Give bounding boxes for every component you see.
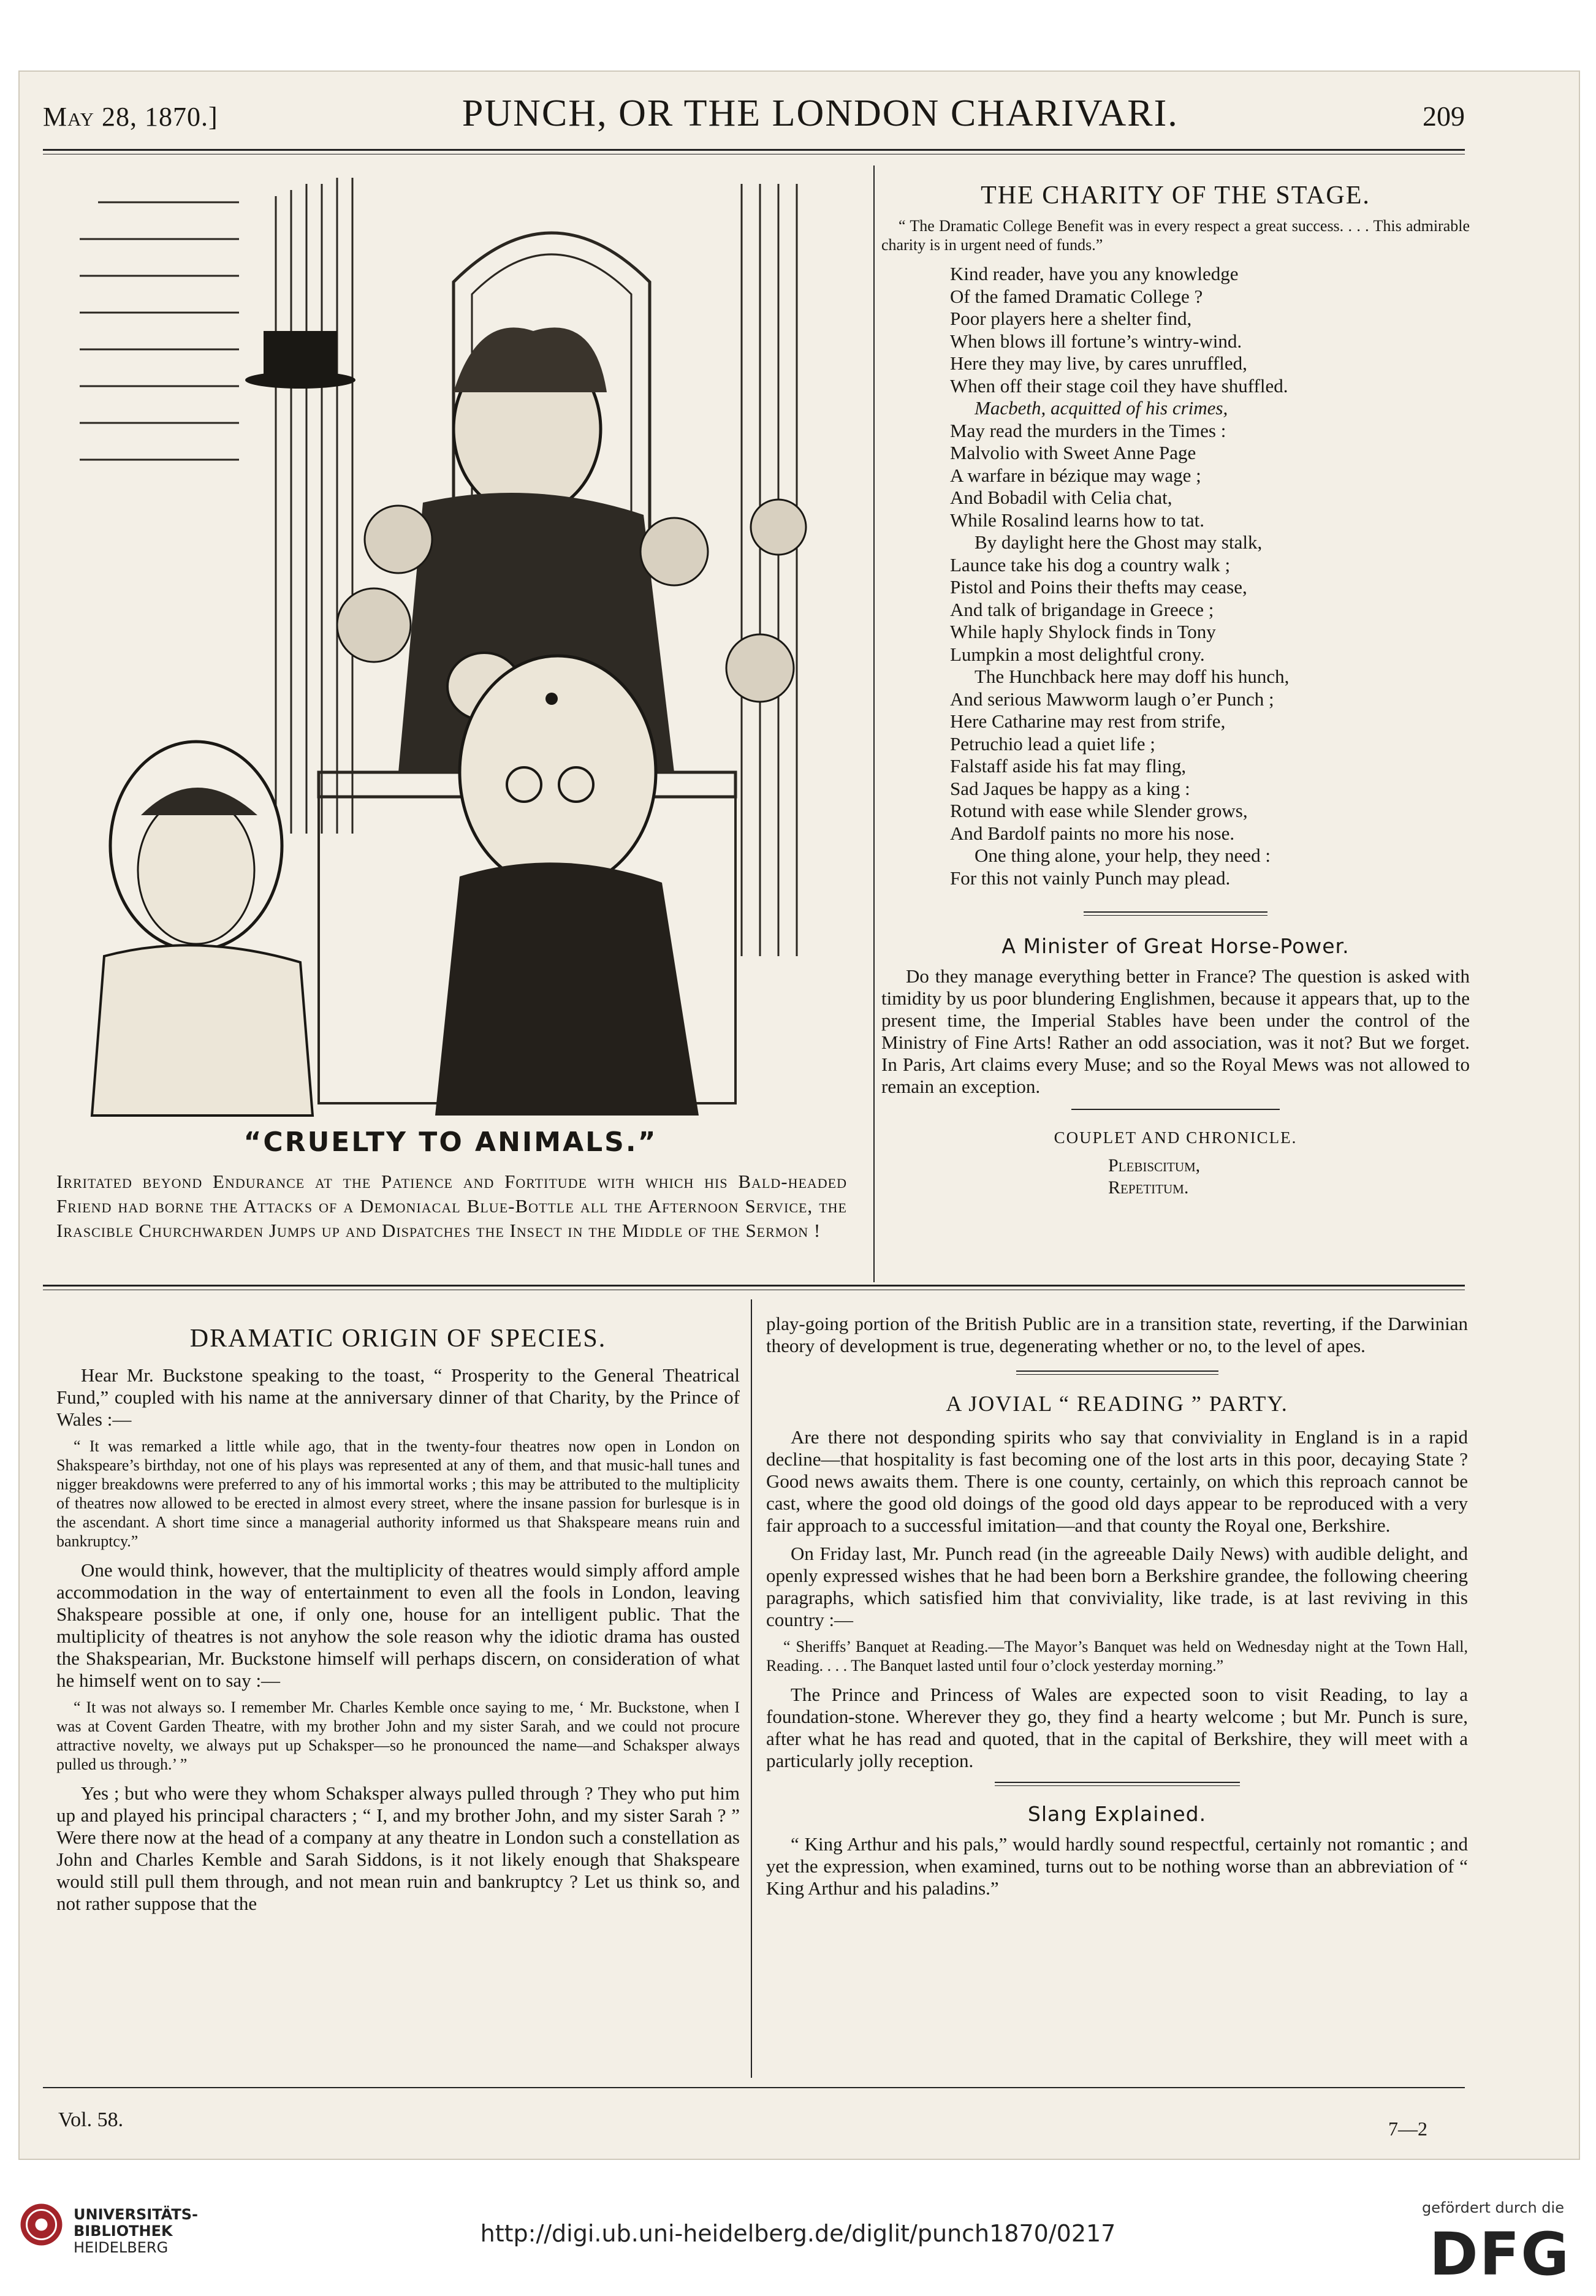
verse-line: And Bardolf paints no more his nose. <box>950 822 1235 844</box>
couplet-title: COUPLET AND CHRONICLE. <box>1054 1128 1298 1147</box>
cartoon-caption: Irritated beyond Endurance at the Patience and Fortitude with which his Bald-headed Friend had borne the Attacks of a Demoniacal Blue-Bottle all the Afternoon Service, the Irascible Churchwarden Jumps up and Dispatches the Insect in the Middle of the Sermon ! <box>56 1171 847 1241</box>
mid-rule <box>43 1285 1465 1287</box>
column-divider-upper <box>873 165 875 1282</box>
library-name-line: BIBLIOTHEK <box>74 2222 173 2240</box>
footer-rule <box>43 2087 1465 2088</box>
page-header <box>43 92 1465 147</box>
minister-title: A Minister of Great Horse-Power. <box>1001 934 1350 958</box>
column-divider-lower <box>751 1299 752 2078</box>
header-rule <box>43 149 1465 151</box>
verse-line: A warfare in bézique may wage ; <box>950 464 1201 486</box>
masthead-title: PUNCH, OR THE LONDON CHARIVARI. <box>462 93 1179 134</box>
charity-poem <box>881 263 1470 889</box>
lower-right-column <box>766 1313 1468 1906</box>
verse-line: One thing alone, your help, they need : <box>975 845 1271 866</box>
verse-line: Falstaff aside his fat may fling, <box>950 755 1187 777</box>
verse-line: While haply Shylock finds in Tony <box>950 621 1216 642</box>
verse-line: Petruchio lead a quiet life ; <box>950 732 1155 755</box>
signature-mark: 7—2 <box>1388 2118 1427 2140</box>
sponsor-label: gefördert durch die <box>1422 2199 1564 2216</box>
verse-line: And Bobadil with Celia chat, <box>950 487 1172 508</box>
verse-line: Of the famed Dramatic College ? <box>950 285 1203 307</box>
charity-epigraph: “ The Dramatic College Benefit was in every respect a great success. . . . This admirable charity is in urgent need of funds.” <box>881 217 1470 254</box>
charity-title: THE CHARITY OF THE STAGE. <box>981 181 1370 210</box>
volume-number: Vol. 58. <box>58 2108 124 2131</box>
verse-line: For this not vainly Punch may plead. <box>950 867 1231 889</box>
verse-line: Launce take his dog a country walk ; <box>950 553 1231 576</box>
verse-line: Lumpkin a most delightful crony. <box>950 643 1205 665</box>
dramatic-title: DRAMATIC ORIGIN OF SPECIES. <box>189 1325 607 1353</box>
section-divider <box>1071 1109 1280 1110</box>
section-divider <box>1016 1370 1218 1372</box>
section-divider <box>1084 911 1267 913</box>
section-divider <box>995 1785 1240 1786</box>
dfg-logo: DFG <box>1429 2220 1571 2289</box>
source-url-link[interactable]: http://digi.ub.uni-heidelberg.de/diglit/punch1870/0217 <box>480 2220 1116 2247</box>
verse-line: Poor players here a shelter find, <box>950 308 1192 329</box>
verse-line: The Hunchback here may doff his hunch, <box>975 666 1290 687</box>
library-name-line: HEIDELBERG <box>74 2239 169 2256</box>
dramatic-paragraph: Yes ; but who were they whom Schaksper always pulled through ? They who put him up and played his principal characters ; “ I, and my brother John, and my sister Sarah ? ” Were there now at the head of a company at any theatre in London such a constellation as John and Charles Kemble and Sarah Siddons, is it not likely enough that Shakspeare would still pull them through, and not mean ruin and bankruptcy ? Let us think so, and not rather suppose that the <box>56 1782 740 1914</box>
slang-title: Slang Explained. <box>1027 1802 1207 1826</box>
library-name-line: UNIVERSITÄTS- <box>74 2206 199 2223</box>
jovial-title: A JOVIAL “ READING ” PARTY. <box>946 1391 1288 1416</box>
verse-line: By daylight here the Ghost may stalk, <box>975 531 1263 553</box>
dramatic-article <box>56 1324 740 1921</box>
verse-line: Sad Jaques be happy as a king : <box>950 777 1190 799</box>
cartoon-title: “CRUELTY TO ANIMALS.” <box>243 1127 658 1158</box>
couplet-line-2: Repetitum. <box>1108 1177 1189 1198</box>
verse-line: Malvolio with Sweet Anne Page <box>950 442 1196 463</box>
jovial-paragraph: On Friday last, Mr. Punch read (in the agreeable Daily News) with audible delight, and openly expressed wishes that he had been born a Berkshire grandee, the following cheering paragraphs, which satisfied him that conviviality, like trade, is at last reviving in this country :— <box>766 1543 1468 1630</box>
verse-line: Here Catharine may rest from strife, <box>950 710 1226 732</box>
charity-article <box>881 181 1470 1199</box>
jovial-quote: “ Sheriffs’ Banquet at Reading.—The Mayor’s Banquet was held on Wednesday night at the Town Hall, Reading. . . . The Banquet lasted until four o’clock yesterday morning.” <box>766 1638 1468 1674</box>
verse-line: Rotund with ease while Slender grows, <box>950 800 1248 821</box>
section-divider <box>1016 1374 1218 1375</box>
section-divider <box>995 1782 1240 1783</box>
verse-line: Pistol and Poins their thefts may cease, <box>950 576 1247 598</box>
dramatic-quote: “ It was remarked a little while ago, that in the twenty-four theatres now open in London on Shakspeare’s birthday, not one of his plays was represented at any of them, and that music-hall tunes and nigger breakdowns were preferred to any of his immortal works ; this may be attributed to the multiplicity of theatres now allowed to be erected in almost every street, where the insane passion for burlesque is in the ascendant. A short time since a managerial authority informed us that Shakspeare means ruin and bankruptcy.” <box>56 1437 740 1550</box>
page-number: 209 <box>1422 101 1465 132</box>
issue-date: May 28, 1870.] <box>43 102 218 132</box>
couplet-line-1: Plebiscitum, <box>1108 1155 1201 1176</box>
verse-line: When off their stage coil they have shuffled. <box>950 374 1288 397</box>
dramatic-quote: “ It was not always so. I remember Mr. Charles Kemble once saying to me, ‘ Mr. Buckstone, when I was at Covent Garden Theatre, with my brother John and my sister Sarah, and we could not procure attractive novelty, we always put up Schaksper—so he pronounced the name—and Schaksper always pulled us through.’ ” <box>56 1698 740 1773</box>
jovial-paragraph: The Prince and Princess of Wales are expected soon to visit Reading, to lay a foundation-stone. Wherever they go, they find a hearty welcome ; but Mr. Punch is sure, after what he has read and quoted, that in the capital of Berkshire, they will meet with a particularly jolly reception. <box>766 1684 1468 1771</box>
minister-body: Do they manage everything better in France? The question is asked with timidity by us poor blundering Englishmen, because it appears that, up to the present time, the Imperial Stables have been under the control of the Ministry of Fine Arts! Rather an odd association, was it not? But we forget. In Paris, Art claims every Muse; and so the Royal Mews was not allowed to remain an exception. <box>881 965 1470 1097</box>
cartoon-illustration <box>55 159 846 1122</box>
dramatic-paragraph: Hear Mr. Buckstone speaking to the toast, “ Prosperity to the General Theatrical Fund,” coupled with his name at the anniversary dinner of that Charity, by the Prince of Wales :— <box>56 1364 740 1430</box>
verse-line: May read the murders in the Times : <box>950 419 1226 441</box>
slang-body: “ King Arthur and his pals,” would hardly sound respectful, certainly not romantic ; and yet the expression, when examined, turns out to be nothing worse than an abbreviation of “ King Arthur and his paladins.” <box>766 1833 1468 1899</box>
section-divider <box>1084 915 1267 916</box>
verse-line: Kind reader, have you any knowledge <box>950 263 1239 284</box>
verse-line: And talk of brigandage in Greece ; <box>950 598 1214 620</box>
verse-line: Here they may live, by cares unruffled, <box>950 352 1247 374</box>
dramatic-paragraph: One would think, however, that the multiplicity of theatres would simply afford ample accommodation in the way of entertainment to even all the fools in London, leaving Shakspeare possible at one, if only one, house for an intelligent public. That the multiplicity of theatres is not anyhow the sole reason why the idiotic drama has ousted the Shakspearian, Mr. Buckstone himself will perhaps discern, on consideration of what he himself went on to say :— <box>56 1559 740 1691</box>
verse-line: When blows ill fortune’s wintry-wind. <box>950 330 1242 352</box>
verse-line: Macbeth, acquitted of his crimes, <box>975 397 1228 419</box>
jovial-paragraph: Are there not desponding spirits who say that conviviality in England is in a rapid decline—that hospitality is fast becoming one of the lost arts in this poor, decaying State ? Good news awaits them. There is one county, certainly, on which this reproach cannot be cast, where the good old doings of the good old days appear to be reproduced with a very fair approach to a successful imitation—and that county the Royal one, Berkshire. <box>766 1426 1468 1536</box>
dramatic-continuation: play-going portion of the British Public are in a transition state, reverting, if the Darwinian theory of development is true, degenerating whether or no, to the level of apes. <box>766 1313 1468 1356</box>
verse-line: While Rosalind learns how to tat. <box>950 509 1204 531</box>
verse-line: And serious Mawworm laugh o’er Punch ; <box>950 688 1274 710</box>
